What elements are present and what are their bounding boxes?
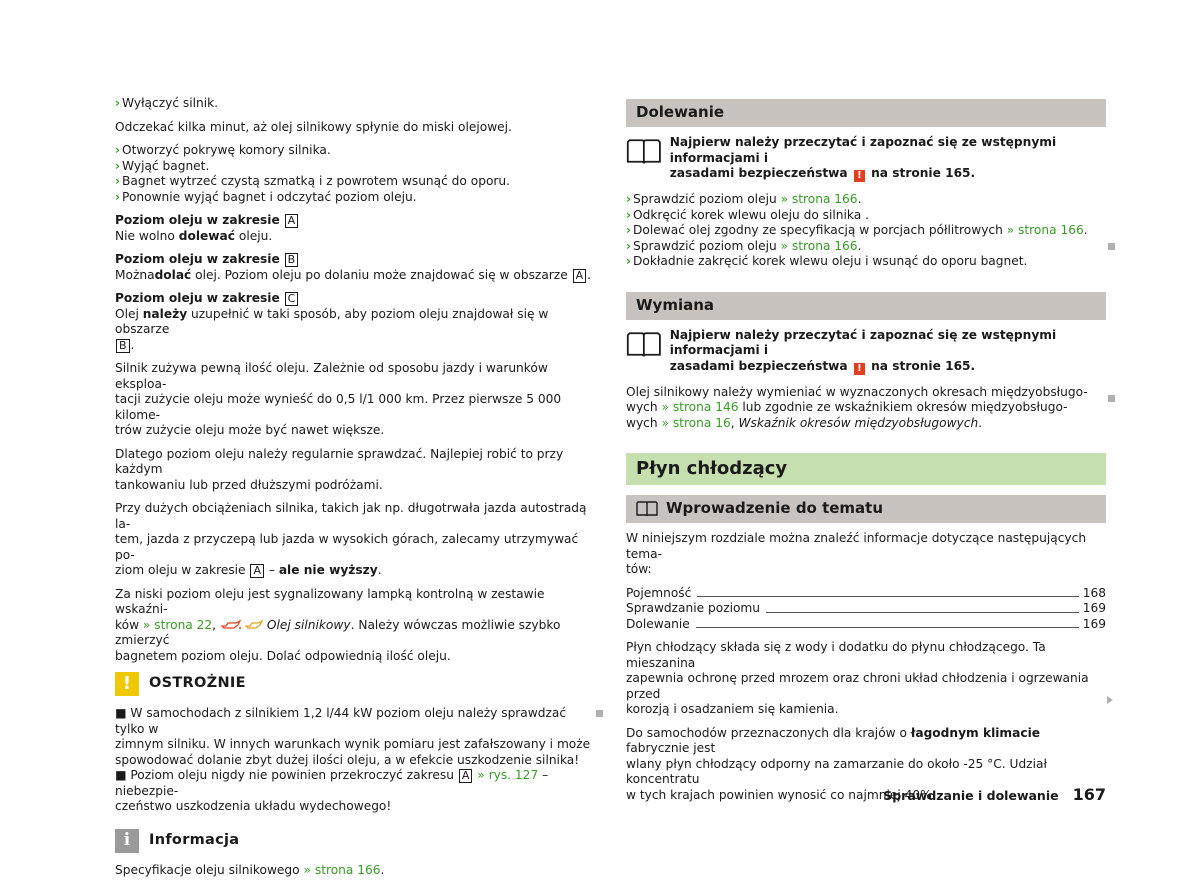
book-icon [626, 330, 662, 358]
range-label: C [285, 292, 299, 306]
read-first-note [626, 328, 1106, 375]
oil-lamp-icon [220, 619, 246, 632]
warning-icon: ! [854, 363, 865, 375]
line: wlany płyn chłodzący odporny na zamarzanie do około -25 °C. Udział koncentratu [626, 756, 1047, 786]
step [115, 143, 593, 159]
step-text: Sprawdzić poziom oleju [633, 238, 781, 253]
topic-page: 169 [1082, 616, 1106, 631]
leader-line [696, 627, 1079, 628]
line: tów: [626, 562, 652, 576]
figure-link[interactable]: » rys. 127 [473, 768, 539, 782]
chapter-title: Płyn chłodzący [626, 453, 1106, 485]
step-text: Ponownie wyjąć bagnet i odczytać poziom oleju. [122, 189, 417, 204]
line: Dlatego poziom oleju należy regularnie sprawdzać. Najlepiej robić to przy każdym [115, 446, 564, 476]
level-a-heading: Poziom oleju w zakresie [115, 213, 280, 227]
leader-line [697, 596, 1078, 597]
page-link[interactable]: » strona 166 [780, 238, 858, 253]
section-title-dolewanie: Dolewanie [626, 99, 1106, 127]
step-text: Dolewać olej zgodny ze specyfikacją w porcjach półlitrowych [633, 223, 1007, 237]
arrow-icon: › [626, 254, 632, 268]
page-link[interactable]: » strona 146 [661, 400, 739, 414]
text: fabrycznie jest [626, 741, 716, 755]
step-text: Sprawdzić poziom oleju [633, 192, 781, 206]
bold-text: dolać [154, 267, 192, 282]
text: Olej [115, 306, 143, 321]
intro-header [626, 495, 1106, 523]
step-list [115, 143, 593, 205]
book-icon [626, 137, 662, 165]
text: . [377, 563, 382, 577]
step [115, 96, 593, 112]
line: Za niski poziom oleju jest sygnalizowany lampką kontrolną w zestawie wskaźni- [115, 586, 545, 616]
step [115, 190, 593, 206]
caution-title: OSTROŻNIE [149, 675, 246, 692]
paragraph [626, 531, 1106, 578]
topic-row[interactable] [626, 601, 1106, 617]
exclamation-icon: ! [115, 672, 139, 696]
caution-header [115, 672, 593, 696]
text: olej. Poziom oleju po dolaniu może znajdować się w obszarze [191, 267, 572, 282]
left-column [115, 96, 593, 886]
text: uzupełnić w taki sposób, aby poziom oleju znajdował się w obszarze [115, 306, 549, 336]
step [626, 208, 1106, 224]
text: . [978, 415, 983, 430]
paragraph [115, 501, 593, 579]
text: . [380, 862, 385, 877]
level-c-heading: Poziom oleju w zakresie [115, 291, 280, 305]
line: Najpierw należy przeczytać i zapoznać się ze wstępnymi informacjami i [669, 327, 1057, 357]
line: Przy dużych obciążeniach silnika, takich jak np. długotrwała jazda autostradą la- [115, 501, 587, 531]
line: zapewnia ochronę przed mrozem oraz chroni układ chłodzenia i ogrzewania przed [626, 671, 1089, 701]
text: , [730, 415, 739, 430]
paragraph [626, 640, 1106, 718]
range-label: A [250, 564, 264, 578]
level-b-heading: Poziom oleju w zakresie [115, 252, 280, 266]
caution-text [115, 706, 593, 815]
text: ■ Poziom oleju nigdy nie powinien przekroczyć zakresu [115, 768, 458, 782]
step [626, 254, 1106, 270]
italic-text: Olej silnikowy [266, 617, 351, 632]
line: korozją i osadzaniem się kamienia. [626, 702, 839, 716]
line: tem, jazda z przyczepą lub jazda w wysokich górach, zalecamy utrzymywać po- [115, 532, 579, 562]
intro-title: Wprowadzenie do tematu [666, 499, 884, 518]
bold-text: należy [142, 306, 188, 321]
oil-lamp-icon-alt [245, 619, 267, 632]
text: . [587, 267, 591, 282]
arrow-icon: › [626, 238, 632, 253]
text: lub zgodnie ze wskaźnikiem okresów międzyobsługo- [738, 400, 1068, 414]
step-text: Odkręcić korek wlewu oleju do silnika . [633, 207, 869, 222]
footer-section-title: Sprawdzanie i dolewanie [883, 788, 1059, 803]
text: wych [626, 415, 662, 430]
step-text: Wyłączyć silnik. [122, 96, 219, 110]
bold-text: łagodnym klimacie [910, 725, 1041, 740]
right-column [626, 99, 1106, 811]
range-label: B [285, 253, 299, 267]
line: ■ W samochodach z silnikiem 1,2 l/44 kW poziom oleju należy sprawdzać tylko w [115, 706, 567, 736]
text: Do samochodów przeznaczonych dla krajów o [626, 725, 911, 740]
topic-row[interactable] [626, 586, 1106, 602]
bold-text: dolewać [178, 228, 235, 243]
page-footer [883, 787, 1106, 804]
bold-text: ale nie wyższy [278, 563, 378, 577]
arrow-icon: › [115, 143, 121, 157]
range-label: A [459, 769, 473, 783]
text: Specyfikacje oleju silnikowego [115, 862, 304, 877]
line: trów zużycie oleju może być nawet większe. [115, 423, 385, 437]
text: . [857, 238, 862, 253]
text: Nie wolno [115, 228, 179, 243]
text: oleju. [235, 228, 273, 243]
arrow-icon: › [115, 158, 121, 173]
warning-icon: ! [854, 170, 865, 182]
level-b-block [115, 252, 593, 283]
text: zasadami bezpieczeństwa [669, 166, 852, 180]
line: Najpierw należy przeczytać i zapoznać się ze wstępnymi informacjami i [669, 135, 1057, 165]
paragraph [115, 361, 593, 439]
paragraph [115, 447, 593, 494]
step-text: Bagnet wytrzeć czystą szmatką i z powrotem wsunąć do oporu. [122, 174, 511, 188]
step [626, 239, 1106, 255]
page-number: 167 [1072, 785, 1106, 804]
range-label: A [285, 214, 299, 228]
text: zasadami bezpieczeństwa [669, 358, 852, 373]
step-list [626, 192, 1106, 270]
step-text: Wyjąć bagnet. [122, 158, 210, 173]
line: w tych krajach powinien wynosić co najmniej 40%. [626, 787, 936, 802]
step-text: Dokładnie zakręcić korek wlewu oleju i wsunąć do oporu bagnet. [633, 254, 1028, 268]
book-icon [636, 501, 658, 517]
text: Można [115, 267, 155, 282]
line: W niniejszym rozdziale można znaleźć informacje dotyczące następujących tema- [626, 531, 1087, 561]
read-first-note [626, 135, 1106, 182]
leader-line [766, 612, 1079, 613]
range-label: A [573, 269, 587, 283]
end-of-section-marker [1108, 243, 1115, 250]
paragraph [626, 385, 1106, 432]
text: . [1083, 223, 1088, 237]
level-c-block [115, 291, 593, 353]
info-header [115, 829, 593, 853]
text: na stronie 165. [866, 166, 976, 180]
topic-page: 168 [1082, 585, 1106, 600]
text: – [264, 563, 279, 577]
level-a-block [115, 213, 593, 244]
paragraph [115, 587, 593, 665]
topic-page: 169 [1082, 601, 1106, 615]
line: bagnetem poziom oleju. Dolać odpowiednią ilość oleju. [115, 648, 451, 663]
continue-arrow-icon [1107, 696, 1113, 704]
topic-label: Pojemność [626, 585, 692, 600]
topic-list [626, 586, 1106, 633]
arrow-icon: › [115, 189, 121, 204]
line: zimnym silniku. W innych warunkach wynik pomiaru jest zafałszowany i może [115, 737, 591, 751]
section-title-wymiana: Wymiana [626, 292, 1106, 320]
step [626, 223, 1106, 239]
page-link[interactable]: » strona 166 [1006, 223, 1084, 237]
line: Olej silnikowy należy wymieniać w wyznaczonych okresach międzyobsługo- [626, 384, 1088, 399]
page-link[interactable]: » strona 16 [661, 415, 731, 430]
text: ków [115, 617, 143, 632]
step-list [115, 96, 593, 112]
step [626, 192, 1106, 208]
arrow-icon: › [115, 96, 121, 110]
text: – niebezpie- [115, 768, 549, 798]
line: Płyn chłodzący składa się z wody i dodatku do płynu chłodzącego. Ta mieszanina [626, 640, 1046, 670]
topic-row[interactable] [626, 617, 1106, 633]
info-icon: i [115, 829, 139, 853]
text: na stronie 165. [866, 358, 976, 373]
page-link[interactable]: » strona 22 [142, 617, 213, 632]
page-link[interactable]: » strona 166 [303, 862, 381, 877]
paragraph: Odczekać kilka minut, aż olej silnikowy spłynie do miski olejowej. [115, 119, 512, 134]
range-label: B [116, 339, 130, 353]
line: tacji zużycie oleju może wynieść do 0,5 l/1 000 km. Przez pierwsze 5 000 kilome- [115, 392, 562, 422]
line: spowodować dolanie zbyt dużej ilości oleju, a w efekcie uszkodzenie silnika! [115, 752, 580, 767]
topic-label: Sprawdzanie poziomu [626, 601, 761, 615]
text: . [130, 337, 135, 352]
step [115, 174, 593, 190]
text: . Należy wówczas możliwie szybko zmierzyć [115, 617, 561, 647]
end-of-section-marker [596, 710, 603, 717]
info-title: Informacja [149, 831, 240, 848]
arrow-icon: › [115, 174, 121, 188]
page-link[interactable]: » strona 166 [780, 192, 858, 206]
line: czeństwo uszkodzenia układu wydechowego! [115, 799, 392, 813]
text: . [857, 192, 862, 206]
topic-label: Dolewanie [626, 616, 690, 631]
text: , [212, 617, 220, 632]
text: ziom oleju w zakresie [115, 563, 250, 577]
step-text: Otworzyć pokrywę komory silnika. [122, 143, 331, 157]
text: wych [626, 400, 662, 414]
end-of-section-marker [1108, 395, 1115, 402]
line: tankowaniu lub przed dłuższymi podróżami. [115, 477, 383, 492]
arrow-icon: › [626, 223, 632, 237]
arrow-icon: › [626, 207, 632, 222]
italic-text: Wskaźnik okresów międzyobsługowych [738, 415, 979, 430]
line: Silnik zużywa pewną ilość oleju. Zależnie od sposobu jazdy i warunków eksploa- [115, 361, 548, 391]
arrow-icon: › [626, 192, 632, 206]
step [115, 159, 593, 175]
